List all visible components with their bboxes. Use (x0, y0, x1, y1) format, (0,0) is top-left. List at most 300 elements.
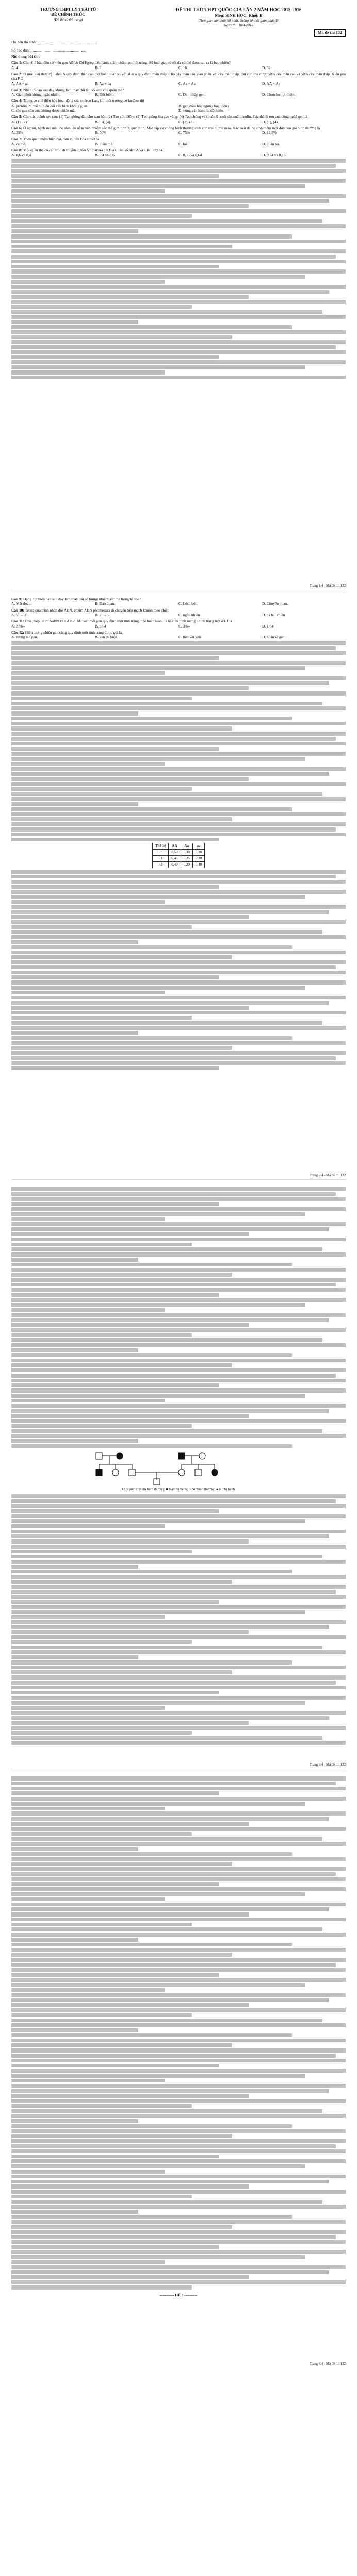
answer-option[interactable]: B. Đảo đoạn. (95, 601, 115, 606)
text-line (11, 1247, 322, 1251)
answer-option[interactable]: A. AA × aa (11, 81, 29, 86)
text-line (11, 1238, 346, 1242)
text-line (11, 1404, 346, 1408)
table-cell: 0,30 (181, 850, 192, 856)
answer-option[interactable]: B. gen điều hòa ngừng hoạt động. (178, 103, 231, 108)
answer-option[interactable]: D. 0,84 và 0,16 (262, 152, 286, 158)
text-line (11, 1807, 165, 1811)
pedigree-male (96, 1453, 102, 1459)
pedigree-female (112, 1469, 119, 1476)
answer-option[interactable]: B. Đột biến. (95, 92, 114, 97)
text-line (11, 1691, 219, 1695)
text-line (11, 2285, 192, 2290)
text-line (11, 1419, 346, 1423)
answer-option[interactable]: B. gen đa hiệu. (95, 635, 118, 640)
question-item (11, 148, 346, 158)
end-mark: ----------- HẾT ---------- (159, 2292, 198, 2297)
question-text: Cho phép lai P: AaBbDd × AaBbDd. Biết mỗi gen quy định một tính trạng, trội hoàn toàn. Tỉ lệ kiểu hình mang 3 tính trạng trội ở F1 là (25, 619, 232, 624)
question-number: Câu 5: (11, 114, 23, 120)
text-line (11, 2074, 305, 2078)
answer-option[interactable]: C. Aa × Aa (178, 81, 196, 86)
question-text: Ở một loài thực vật, alen A quy định thân cao trội hoàn toàn so với alen a quy định thân thấp. Cho cây thân cao giao phấn với cây thân thấp, đời con thu được 50% cây thân cao và 50% cây thân thấp. Kiểu gen của P là (11, 71, 346, 81)
text-line (11, 370, 165, 375)
text-line (11, 792, 322, 796)
text-line (11, 1363, 232, 1367)
text-line (11, 646, 336, 650)
text-line (11, 1509, 219, 1513)
text-line (11, 1368, 346, 1372)
text-line (11, 1439, 138, 1443)
text-line (11, 1434, 346, 1438)
question-text-block (11, 1187, 346, 1448)
text-line (11, 772, 329, 776)
answer-option[interactable]: D. 12,5% (262, 130, 277, 135)
answer-option[interactable]: A. 27/64 (11, 623, 25, 629)
text-line (11, 1278, 346, 1282)
question-text: Cho các thành tựu sau: (1) Tạo giống dâu tằm tam bội; (2) Tạo cừu Đôly; (3) Tạo giống lúa gạo vàng; (4) Tạo chủng vi khuẩn E. coli sản xuất insulin. Các thành tựu của công nghệ gen là (23, 114, 307, 120)
answer-option[interactable]: C. liên kết gen. (178, 635, 202, 640)
text-line (11, 920, 346, 924)
text-line (11, 822, 346, 826)
text-line (11, 1227, 329, 1231)
text-line (11, 229, 138, 233)
text-line (11, 2240, 346, 2244)
text-line (11, 1409, 329, 1413)
question-text: Theo quan niệm hiện đại, đơn vị tiến hóa cơ sở là (23, 137, 99, 142)
text-line (11, 1293, 219, 1297)
text-line (11, 1394, 305, 1398)
text-line (11, 666, 305, 670)
text-line (11, 1741, 346, 1745)
answer-option[interactable]: D. quần xã. (262, 141, 280, 146)
table-row (152, 850, 204, 856)
text-line (11, 1519, 305, 1523)
answer-option[interactable]: C. loài. (178, 141, 190, 146)
text-line (11, 1333, 192, 1337)
text-line (11, 330, 346, 334)
text-line (11, 661, 346, 665)
text-line (11, 717, 292, 721)
text-line (11, 1701, 305, 1705)
question-list (11, 60, 346, 158)
question-text-block (11, 870, 346, 1070)
text-line (11, 1268, 346, 1272)
question-item (11, 98, 346, 113)
answer-option[interactable]: C. (2), (3). (178, 119, 195, 124)
text-line (11, 295, 249, 299)
text-line (11, 1006, 249, 1010)
pedigree-male (129, 1469, 135, 1476)
text-line (11, 2104, 192, 2108)
question-number: Câu 7: (11, 137, 23, 142)
question-text: Ở người, bệnh mù màu do alen lặn nằm trên nhiễm sắc thể giới tính X quy định. Một cặp vợ chồng bình thường sinh con trai bị mù màu. Xác suất để họ sinh thêm một đứa con gái bình thường là (23, 125, 320, 130)
table-cell: 0,20 (181, 862, 192, 868)
question-number: Câu 1: (11, 60, 23, 65)
text-line (11, 1273, 232, 1277)
text-line (11, 240, 346, 244)
text-line (11, 1575, 346, 1579)
text-line (11, 1524, 165, 1529)
text-line (11, 965, 336, 970)
question-text: Trong cơ chế điều hòa hoạt động của opêron Lac, khi môi trường có lactôzơ thì (23, 98, 144, 104)
text-line (11, 838, 219, 842)
text-line (11, 1670, 232, 1674)
text-line (11, 880, 346, 884)
text-line (11, 1822, 249, 1826)
school-name: TRƯỜNG THPT LÝ THÁI TỔ (40, 7, 96, 12)
text-line (11, 189, 165, 193)
answer-option[interactable]: C. Lệch bội. (178, 601, 198, 606)
answer-option[interactable]: C. Di – nhập gen. (178, 92, 206, 97)
text-line (11, 1630, 249, 1634)
text-line (11, 1696, 346, 1700)
text-line (11, 1212, 305, 1216)
text-line (11, 1545, 346, 1549)
question-text: Dạng đột biến nào sau đây làm thay đổi số lượng nhiễm sắc thể trong tế bào? (23, 597, 141, 601)
text-line (11, 1036, 292, 1040)
table-row (152, 862, 204, 868)
answer-option[interactable]: A. (1), (2). (11, 119, 28, 124)
text-line (11, 1217, 165, 1222)
title-block (132, 7, 346, 28)
text-line (11, 706, 346, 710)
text-line (11, 1016, 192, 1020)
answer-option[interactable]: C. 75% (178, 130, 190, 135)
text-line (11, 1011, 346, 1015)
answer-option[interactable]: C. các gen cấu trúc không được phiên mã. (11, 108, 76, 113)
text-line (11, 315, 346, 319)
text-line (11, 1399, 165, 1403)
exam-subject: Môn: SINH HỌC; Khối: B (215, 13, 263, 18)
text-line (11, 1660, 292, 1665)
text-line (11, 1197, 346, 1201)
answer-option[interactable]: B. 9/64 (95, 623, 106, 629)
text-line (11, 2124, 292, 2128)
text-line (11, 1374, 336, 1378)
text-line (11, 2109, 322, 2113)
text-line (11, 1232, 249, 1236)
text-line (11, 1222, 346, 1226)
question-text-block (11, 1776, 346, 2290)
text-line (11, 2089, 329, 2093)
question-item (11, 88, 346, 97)
text-line (11, 360, 346, 364)
answer-option[interactable]: A. Giao phối không ngẫu nhiên. (11, 92, 61, 97)
text-line (11, 2023, 346, 2027)
text-line (11, 1963, 336, 1967)
table-row (152, 856, 204, 862)
text-line (11, 2210, 138, 2214)
text-line (11, 1827, 346, 1831)
text-line (11, 951, 346, 955)
text-line (11, 2200, 322, 2204)
text-line (11, 245, 232, 249)
answer-option[interactable]: D. (1), (4). (262, 119, 279, 124)
text-line (11, 2245, 219, 2249)
text-line (11, 2270, 329, 2275)
text-line (11, 1595, 346, 1599)
page-3 (11, 1186, 346, 1769)
text-line (11, 2094, 249, 2098)
text-line (11, 935, 346, 939)
text-line (11, 1716, 329, 1720)
text-line (11, 945, 292, 950)
text-line (11, 1897, 165, 1902)
answer-option[interactable]: B. (3), (4). (95, 119, 111, 124)
text-line (11, 2013, 192, 2018)
answer-option[interactable]: B. 0,4 và 0,6 (95, 152, 115, 158)
text-line (11, 164, 336, 168)
text-line (11, 1675, 346, 1680)
question-item (11, 619, 346, 629)
text-line (11, 930, 322, 934)
answer-option[interactable]: D. Chuyển đoạn. (262, 601, 288, 606)
text-line (11, 1852, 292, 1856)
answer-option[interactable]: B. 3' → 5' (95, 613, 110, 617)
text-line (11, 1615, 165, 1619)
answer-option[interactable]: B. quần thể. (95, 141, 113, 146)
text-line (11, 365, 305, 369)
text-line (11, 1776, 346, 1781)
text-line (11, 1837, 322, 1841)
text-line (11, 2043, 232, 2047)
text-line (11, 2003, 249, 2007)
answer-option[interactable]: A. Mất đoạn. (11, 601, 31, 606)
text-line (11, 971, 346, 975)
page-2 (11, 597, 346, 1180)
text-line (11, 1348, 138, 1352)
text-line (11, 285, 346, 289)
question-number: Câu 3: (11, 87, 23, 92)
table-cell: 0,50 (169, 850, 181, 856)
text-line (11, 2265, 346, 2269)
exam-date: Ngày thi: 10/4/2016 (224, 23, 253, 27)
text-line (11, 1298, 346, 1302)
answer-option[interactable]: A. 4 (11, 65, 18, 70)
text-line (11, 1343, 346, 1347)
page-footer: Trang 4/4 - Mã đề thi 132 (310, 2362, 346, 2366)
text-line (11, 1882, 219, 1886)
text-line (11, 996, 346, 1000)
genotype-table (152, 843, 205, 868)
text-line (11, 691, 346, 696)
text-line (11, 1031, 138, 1035)
text-line (11, 2079, 165, 2083)
text-line (11, 732, 346, 736)
table-cell: 0,30 (192, 856, 204, 862)
answer-option[interactable]: D. cả hai chiều (262, 613, 285, 617)
school-block (11, 7, 125, 22)
student-name-line: Họ, tên thí sinh: ............................................................... (11, 39, 100, 44)
answer-option[interactable]: D. hoán vị gen. (262, 635, 286, 640)
answer-option[interactable]: D. 32 (262, 65, 271, 70)
text-line (11, 214, 192, 218)
text-line (11, 2155, 219, 2159)
text-line (11, 1610, 305, 1614)
answer-option[interactable]: C. ngẫu nhiên (178, 613, 200, 617)
text-line (11, 1907, 329, 1911)
text-line (11, 1650, 346, 1654)
question-text: Nhân tố nào sau đây không làm thay đổi tần số alen của quần thể? (23, 87, 124, 92)
text-line (11, 737, 336, 741)
text-line (11, 2190, 346, 2194)
text-line (11, 1530, 346, 1534)
answer-option[interactable]: C. 16 (178, 65, 187, 70)
answer-option[interactable]: A. tương tác gen. (11, 635, 38, 640)
question-number: Câu 10: (11, 607, 24, 613)
text-line (11, 1560, 346, 1564)
question-number: Câu 11: (11, 619, 24, 624)
text-line (11, 1565, 138, 1569)
text-line (11, 249, 346, 253)
text-line (11, 1923, 192, 1927)
text-line (11, 833, 346, 837)
text-line (11, 1429, 322, 1433)
text-line (11, 260, 346, 264)
text-line (11, 1494, 346, 1498)
question-number: Câu 12: (11, 630, 24, 635)
table-header: aa (192, 843, 204, 850)
text-line (11, 2033, 292, 2038)
text-line (11, 1938, 138, 1942)
question-item (11, 608, 346, 618)
text-line (11, 1872, 336, 1876)
page-1 (11, 7, 346, 590)
table-cell: P (152, 850, 168, 856)
text-line (11, 1192, 336, 1196)
text-line (11, 2280, 346, 2284)
answer-option[interactable]: D. 1/64 (262, 623, 274, 629)
page-footer: Trang 3/4 - Mã đề thi 132 (310, 1763, 346, 1767)
table-cell: F1 (152, 856, 168, 862)
text-line (11, 2170, 165, 2174)
text-line (11, 1635, 346, 1639)
question-text: Hiện tượng nhiều gen cùng quy định một tính trạng được gọi là (25, 630, 122, 635)
text-line (11, 280, 165, 284)
text-line (11, 2175, 346, 2179)
text-line (11, 1958, 346, 1962)
text-line (11, 686, 249, 690)
official-note: ĐỀ CHÍNH THỨC (51, 12, 86, 18)
text-line (11, 1539, 249, 1544)
text-line (11, 2064, 219, 2068)
text-line (11, 1903, 346, 1907)
text-line (11, 827, 336, 832)
text-line (11, 2195, 192, 2199)
text-line (11, 2134, 232, 2138)
answer-option[interactable]: A. 0,6 và 0,4 (11, 152, 31, 158)
text-line (11, 1988, 165, 1992)
text-line (11, 980, 346, 985)
answer-option[interactable]: C. 3/64 (178, 623, 190, 629)
text-line (11, 797, 346, 801)
answer-option[interactable]: C. 0,36 và 0,64 (178, 152, 202, 158)
answer-option[interactable]: D. vùng vận hành bị đột biến. (178, 108, 224, 113)
answer-option[interactable]: A. 25% (11, 130, 23, 135)
table-cell: F2 (152, 862, 168, 868)
answer-option[interactable]: B. 50% (95, 130, 107, 135)
text-line (11, 184, 305, 188)
question-item (11, 126, 346, 135)
text-line (11, 265, 219, 269)
text-line (11, 1811, 346, 1816)
text-line (11, 1646, 322, 1650)
page-footer: Trang 1/4 - Mã đề thi 132 (310, 584, 346, 588)
text-line (11, 1681, 336, 1685)
text-line (11, 310, 322, 314)
question-item (11, 60, 346, 70)
text-line (11, 1912, 249, 1917)
text-line (11, 711, 138, 716)
text-line (11, 355, 219, 360)
text-line (11, 817, 232, 821)
question-text: Cho 4 tế bào đều có kiểu gen AB/ab Dd Eg/eg tiến hành giảm phân tạo tinh trùng. Số loại giao tử tối đa có thể được tạo ra là bao nhiêu? (23, 60, 231, 65)
text-line (11, 940, 138, 944)
text-line (11, 1978, 346, 1982)
text-line (11, 300, 346, 304)
text-line (11, 915, 249, 919)
answer-option[interactable]: B. 8 (95, 65, 102, 70)
text-line (11, 1847, 138, 1851)
text-line (11, 1001, 329, 1005)
pedigree-male-affected (96, 1469, 102, 1476)
pedigree-female (178, 1469, 185, 1476)
text-line (11, 1258, 138, 1262)
table-cell: 0,20 (192, 850, 204, 856)
text-line (11, 335, 232, 340)
text-line (11, 2114, 346, 2118)
text-line (11, 2255, 305, 2259)
question-item (11, 137, 346, 146)
answer-option[interactable]: A. cá thể. (11, 141, 26, 146)
page-4 (11, 1775, 346, 2368)
text-line (11, 2215, 292, 2219)
answer-option[interactable]: B. Aa × aa (95, 81, 111, 86)
text-line (11, 1359, 346, 1363)
text-line (11, 651, 346, 655)
answer-option[interactable]: D. AA × Aa (262, 81, 280, 86)
answer-option[interactable]: D. Chọn lọc tự nhiên. (262, 92, 295, 97)
text-line (11, 1550, 192, 1554)
text-line (11, 681, 329, 685)
text-line (11, 1056, 336, 1060)
text-line (11, 1590, 336, 1594)
text-line (11, 812, 346, 817)
answer-option[interactable]: A. 5' → 3' (11, 613, 27, 617)
question-item (11, 597, 346, 606)
table-header: AA (169, 843, 181, 850)
text-line (11, 2235, 336, 2239)
answer-option[interactable]: A. prôtêin ức chế bị biến đổi cấu hình không gian. (11, 103, 88, 108)
text-line (11, 1187, 346, 1191)
text-line (11, 955, 232, 959)
text-line (11, 1066, 219, 1070)
text-line (11, 1625, 329, 1629)
text-line (11, 656, 219, 660)
text-line (11, 986, 305, 990)
text-line (11, 757, 305, 761)
text-line (11, 782, 346, 786)
text-line (11, 1026, 346, 1030)
text-line (11, 1933, 346, 1937)
text-line (11, 802, 138, 806)
text-line (11, 1791, 219, 1795)
text-line (11, 1605, 346, 1609)
text-line (11, 762, 165, 766)
text-line (11, 2008, 346, 2012)
text-line (11, 179, 346, 183)
text-line (11, 1555, 322, 1559)
